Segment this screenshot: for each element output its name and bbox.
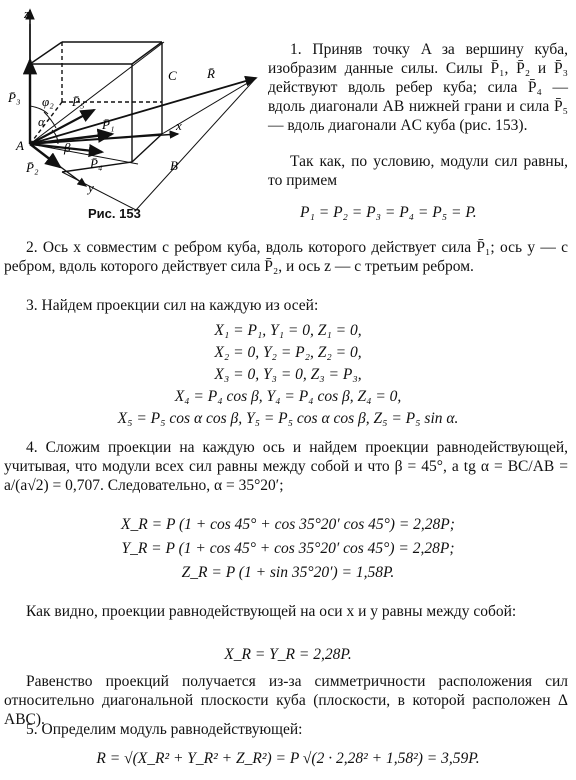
projection-force1: X₁ = P₁, Y₁ = 0, Z₁ = 0, bbox=[214, 322, 362, 339]
projection-force3: X₃ = 0, Y₃ = 0, Z₃ = P₃, bbox=[214, 366, 362, 383]
label-c: C bbox=[168, 68, 177, 83]
projection-force4: X₄ = P₄ cos β, Y₄ = P₄ cos β, Z₄ = 0, bbox=[174, 388, 402, 405]
label-y: y bbox=[88, 180, 94, 195]
resultant-zr: Z_R = P (1 + sin 35°20′) = 1,58P. bbox=[181, 564, 395, 581]
projection-force2: X₂ = 0, Y₂ = P₂, Z₂ = 0, bbox=[214, 344, 362, 361]
resultant-xr: X_R = P (1 + cos 45° + cos 35°20′ cos 45°) = 2,28P; bbox=[121, 516, 455, 533]
resultant-r bbox=[30, 78, 256, 144]
label-p1: P̄₁ bbox=[102, 117, 115, 132]
paragraph-step3: 3. Найдем проекции сил на каждую из осей: bbox=[26, 297, 319, 314]
label-z: z bbox=[24, 6, 30, 21]
label-p2: P̄₂ bbox=[26, 160, 39, 175]
paragraph-step5: 5. Определим модуль равнодействующей: bbox=[26, 721, 303, 738]
label-phi2: φ₂ bbox=[42, 94, 54, 109]
paragraph-equal-moduli: Так как, по условию, модули сил равны, то примем bbox=[268, 153, 568, 189]
label-beta: β bbox=[64, 140, 71, 155]
paragraph-step4: 4. Сложим проекции на каждую ось и найдем проекции равнодействующей, учитывая, что модули всех сил равны между собой и что β = 45°, а tg α = BC/AB = a/(a√2) = 0,707. Следовательно, α = 35°20′; bbox=[4, 439, 568, 494]
label-p4: P̄₄ bbox=[90, 156, 103, 171]
label-p5: P̄₅ bbox=[72, 94, 85, 109]
cube-force-diagram bbox=[2, 2, 264, 234]
diagonal-ac bbox=[30, 42, 164, 144]
equation-xr-yr: X_R = Y_R = 2,28P. bbox=[224, 646, 352, 663]
label-p3: P̄₃ bbox=[8, 90, 21, 105]
label-a: A bbox=[16, 138, 24, 153]
equation-resultant-modulus: R = √(X_R² + Y_R² + Z_R²) = P √(2 · 2,28² + 1,58²) = 3,59P. bbox=[96, 750, 480, 767]
figure-caption: Рис. 153 bbox=[88, 206, 141, 221]
equation-equal-forces: P₁ = P₂ = P₃ = P₄ = P₅ = P. bbox=[300, 204, 477, 221]
projection-force5: X₅ = P₅ cos α cos β, Y₅ = P₅ cos α cos β, Z₅ = P₅ sin α. bbox=[117, 410, 459, 427]
label-r: R̄ bbox=[207, 66, 215, 81]
label-alpha: α bbox=[38, 114, 45, 129]
label-b: B bbox=[170, 158, 178, 173]
paragraph-step2: 2. Ось x совместим с ребром куба, вдоль которого действует сила P̄₁; ось y — с ребром, вдоль которого действует сила P̄₂, и ось z — с третьим ребром. bbox=[4, 239, 568, 275]
resultant-yr: Y_R = P (1 + cos 45° + cos 35°20′ cos 45°) = 2,28P; bbox=[121, 540, 455, 557]
paragraph-step1: 1. Приняв точку A за вершину куба, изобразим данные силы. Силы P̄₁, P̄₂ и P̄₃ действуют вдоль ребер куба; сила P̄₄ — вдоль диагонали AB нижней грани и сила P̄₅ — вдоль диагонали AC куба (рис. 153). bbox=[268, 41, 568, 134]
label-x: x bbox=[176, 118, 182, 133]
paragraph-symmetry: Равенство проекций получается из-за симметричности расположения сил относительно диагональной плоскости куба (плоскости, в которой расположен Δ ABC). bbox=[4, 673, 568, 728]
paragraph-projections-equal: Как видно, проекции равнодействующей на оси x и y равны между собой: bbox=[26, 603, 517, 620]
